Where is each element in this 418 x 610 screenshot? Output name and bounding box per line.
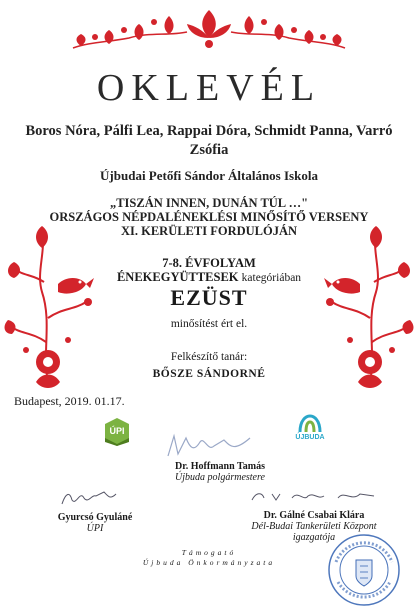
upi-signatory-block [40, 512, 150, 534]
ujbuda-logo [288, 414, 332, 456]
school-name: Újbudai Petőfi Sándor Általános Iskola [100, 168, 318, 183]
mayor-signature [164, 432, 254, 462]
mayor-role: Újbuda polgármestere [175, 472, 265, 483]
right-folk-ornament [324, 222, 416, 392]
upi-signatory-role: ÚPI [86, 523, 104, 534]
recipient-names: Boros Nóra, Pálfi Lea, Rappai Dóra, Schmidt Panna, Varró Zsófia [25, 123, 393, 158]
mayor-name: Dr. Hoffmann Tamás [175, 461, 265, 472]
upi-logo-text: ÚPI [109, 426, 125, 436]
grade-line: 7-8. ÉVFOLYAM [162, 256, 256, 270]
top-folk-ornament [69, 4, 349, 52]
upi-signatory-name: Gyurcsó Gyuláné [57, 512, 133, 523]
upi-signature [58, 486, 118, 508]
supported-org: Újbuda Önkormányzata [142, 558, 276, 567]
category-suffix: kategóriában [241, 272, 302, 284]
district-signatory-name: Dr. Gálné Csabai Klára [263, 510, 365, 521]
supported-label: Támogató [181, 548, 237, 557]
teacher-name: BŐSZE SÁNDORNÉ [152, 368, 266, 380]
award-level: EZÜST [170, 285, 248, 310]
issue-date: Budapest, 2019. 01.17. [14, 394, 125, 408]
district-org: Dél-Budai Tankerületi Központ [251, 521, 377, 532]
competition-line-1: „TISZÁN INNEN, DUNÁN TÚL …" [109, 196, 309, 210]
ujbuda-logo-text: ÚJBUDA [295, 434, 325, 441]
mayor-block [150, 461, 290, 483]
official-stamp [326, 532, 402, 608]
category-name: ÉNEKEGYÜTTESEK [116, 270, 239, 284]
certificate-title: OKLEVÉL [96, 67, 322, 109]
award-text: minősítést ért el. [170, 318, 248, 330]
left-folk-ornament [2, 222, 94, 392]
district-signature [248, 486, 378, 506]
district-role: igazgatója [292, 532, 336, 543]
upi-logo [103, 418, 131, 446]
teacher-label: Felkészítő tanár: [170, 351, 248, 363]
competition-line-3: XI. KERÜLETI FORDULÓJÁN [120, 224, 298, 238]
competition-line-2: ORSZÁGOS NÉPDALÉNEKLÉSI MINŐSÍTŐ VERSENY [49, 210, 369, 224]
